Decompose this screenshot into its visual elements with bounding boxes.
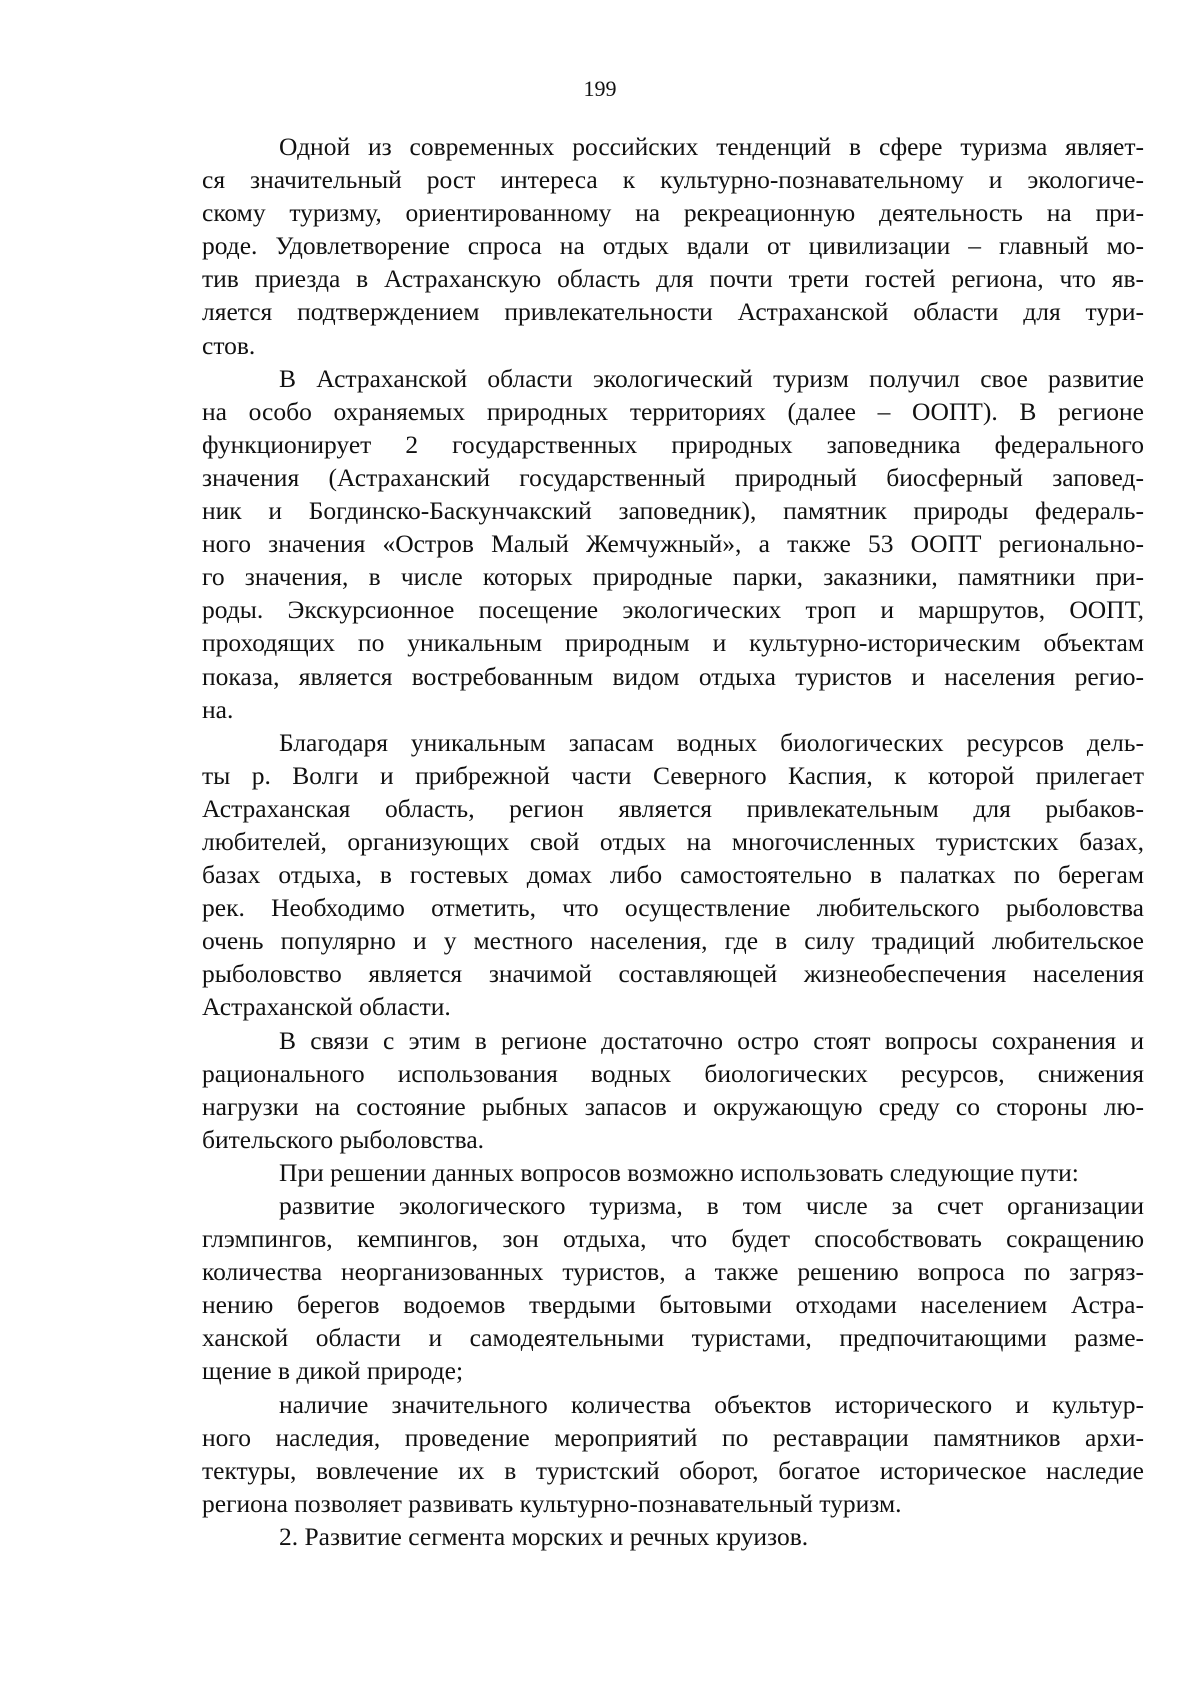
text-line: В связи с этим в регионе достаточно остро стоят вопросы сохранения и <box>279 1025 1144 1055</box>
text-line: любителей, организующих свой отдых на многочисленных туристских базах, <box>202 826 1144 856</box>
text-line: Одной из современных российских тенденций в сфере туризма являет- <box>279 132 1144 161</box>
text-line: ник и Богдинско-Баскунчакский заповедник), памятник природы федераль- <box>202 496 1144 526</box>
text-line: глэмпингов, кемпингов, зон отдыха, что будет способствовать сокращению <box>202 1224 1144 1254</box>
text-line: проходящих по уникальным природным и культурно-историческим объектам <box>202 628 1144 658</box>
text-line: функционирует 2 государственных природных заповедника федерального <box>202 429 1144 459</box>
text-line: показа, является востребованным видом отдыха туристов и населения регио- <box>202 661 1144 691</box>
text-line: ляется подтверждением привлекательности Астраханской области для тури- <box>202 297 1144 327</box>
text-line: В Астраханской области экологический туризм получил свое развитие <box>279 363 1144 393</box>
text-line: значения (Астраханский государственный природный биосферный заповед- <box>202 462 1144 492</box>
text-line: Астраханская область, регион является привлекательным для рыбаков- <box>202 793 1144 823</box>
text-line: рационального использования водных биологических ресурсов, снижения <box>202 1058 1144 1088</box>
text-line: рыболовство является значимой составляющей жизнеобеспечения населения <box>202 959 1144 989</box>
text-line: на особо охраняемых природных территориях (далее – ООПТ). В регионе <box>202 396 1144 426</box>
text-line: наличие значительного количества объектов исторического и культур- <box>279 1389 1144 1419</box>
text-line: количества неорганизованных туристов, а также решению вопроса по загряз- <box>202 1257 1144 1287</box>
text-line: При решении данных вопросов возможно использовать следующие пути: <box>279 1157 1079 1187</box>
text-line: стов. <box>202 330 256 360</box>
text-line: скому туризму, ориентированному на рекреационную деятельность на при- <box>202 198 1144 228</box>
text-line: тектуры, вовлечение их в туристский оборот, богатое историческое наследие <box>202 1455 1144 1485</box>
text-line: го значения, в числе которых природные парки, заказники, памятники при- <box>202 562 1144 592</box>
text-line: региона позволяет развивать культурно-познавательный туризм. <box>202 1488 902 1518</box>
text-line: ного значения «Остров Малый Жемчужный», а также 53 ООПТ регионально- <box>202 529 1144 559</box>
text-line: ного наследия, проведение мероприятий по реставрации памятников архи- <box>202 1422 1144 1452</box>
page-number: 199 <box>583 76 617 101</box>
text-line: развитие экологического туризма, в том числе за счет организации <box>279 1191 1144 1220</box>
text-line: ты р. Волги и прибрежной части Северного Каспия, к которой прилегает <box>202 760 1144 790</box>
text-line: нагрузки на состояние рыбных запасов и окружающую среду со стороны лю- <box>202 1091 1144 1121</box>
text-line: ся значительный рост интереса к культурно-познавательному и экологиче- <box>202 165 1144 195</box>
text-line: Благодаря уникальным запасам водных биологических ресурсов дель- <box>279 727 1144 757</box>
text-line: нению берегов водоемов твердыми бытовыми отходами населением Астра- <box>202 1290 1144 1320</box>
text-line: на. <box>202 694 234 724</box>
text-line: ханской области и самодеятельными туристами, предпочитающими разме- <box>202 1323 1144 1353</box>
text-line: тив приезда в Астраханскую область для почти трети гостей региона, что яв- <box>202 264 1144 294</box>
text-line: рек. Необходимо отметить, что осуществление любительского рыболовства <box>202 893 1144 923</box>
text-line: щение в дикой природе; <box>202 1356 464 1386</box>
text-line: 2. Развитие сегмента морских и речных круизов. <box>279 1521 809 1551</box>
text-line: бительского рыболовства. <box>202 1124 485 1154</box>
text-line: Астраханской области. <box>202 992 451 1022</box>
text-line: роды. Экскурсионное посещение экологических троп и маршрутов, ООПТ, <box>202 595 1144 625</box>
text-line: роде. Удовлетворение спроса на отдых вдали от цивилизации – главный мо- <box>202 231 1144 261</box>
body-text <box>202 130 1144 1553</box>
text-line: базах отдыха, в гостевых домах либо самостоятельно в палатках по берегам <box>202 860 1144 890</box>
text-line: очень популярно и у местного населения, где в силу традиций любительское <box>202 926 1144 956</box>
